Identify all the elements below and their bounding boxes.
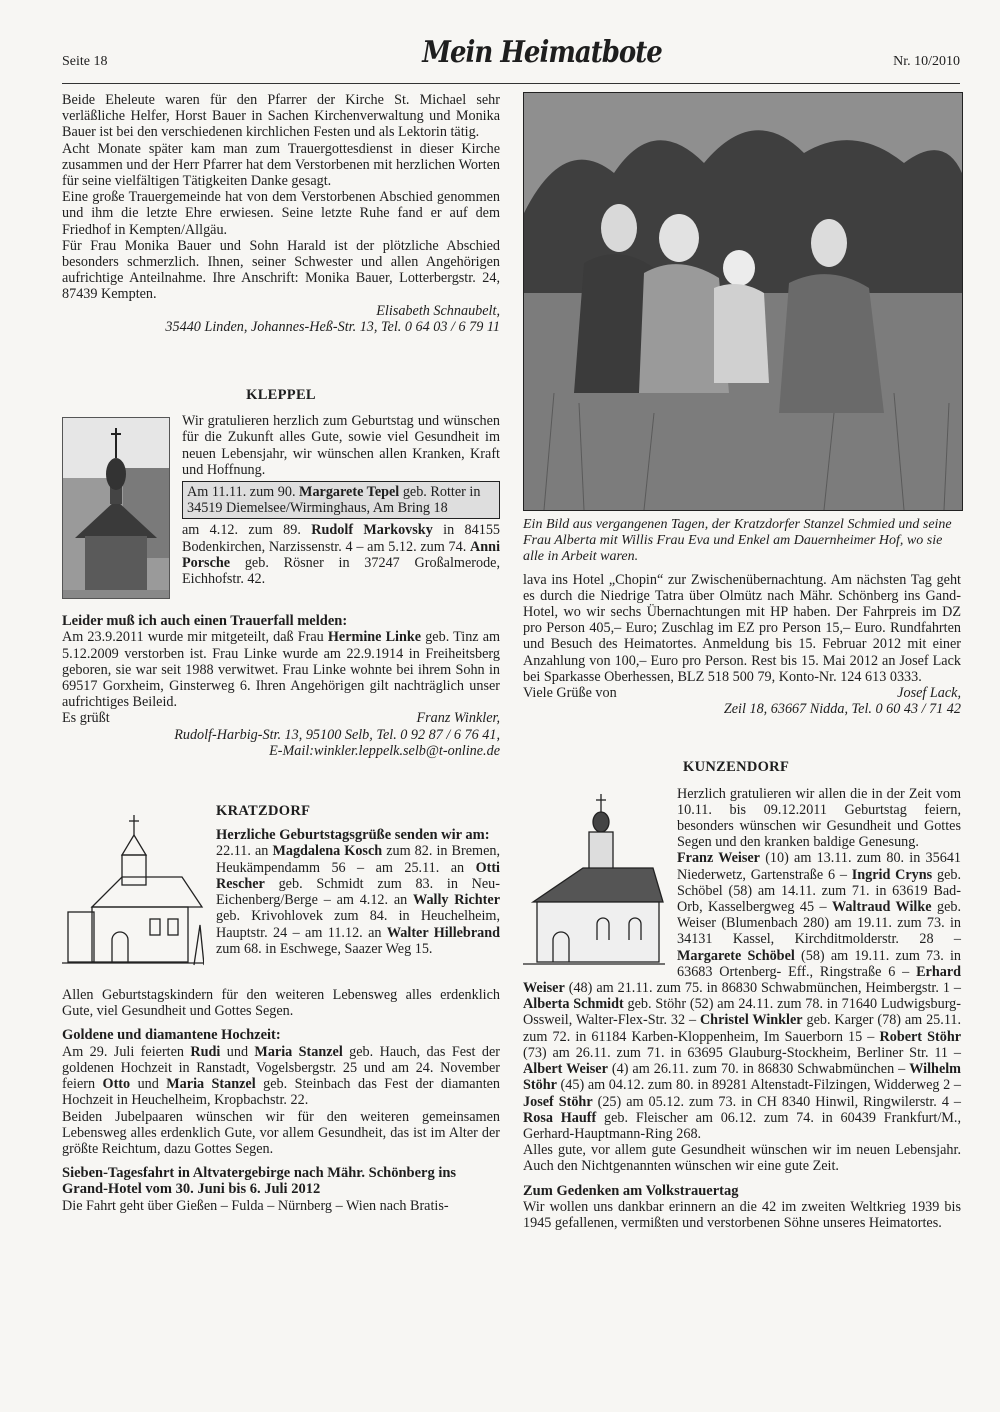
- kleppel-intro: Wir gratulieren herzlich zum Geburtstag und wünschen für die Zukunft alles Gute, sowie viel Gesundheit im neuen Lebensjahr, wir wünschen allen Kranken, Kraft und Hoffnung.: [182, 413, 500, 478]
- person-name: Otti Rescher: [216, 859, 500, 892]
- church-drawing: [62, 807, 204, 977]
- family-photo: [523, 92, 963, 511]
- kratzdorf-greeting: Herzliche Geburtstagsgrüße senden wir am:: [216, 827, 490, 844]
- person-name: Walter Hillebrand: [386, 924, 500, 941]
- person-name: Margarete Schöbel: [677, 947, 795, 964]
- signature-email[interactable]: E-Mail:winkler.leppelk.selb@t-online.de: [269, 742, 500, 759]
- signature-row: Viele Grüße von Josef Lack,: [523, 685, 961, 702]
- left-column: [62, 92, 500, 1214]
- person-name: Franz Weiser: [677, 850, 760, 867]
- wedding-heading: Goldene und diamantene Hochzeit:: [62, 1027, 281, 1044]
- trip-text: Die Fahrt geht über Gießen – Fulda – Nürnberg – Wien nach Bratis-: [62, 1197, 449, 1214]
- person-name: Margarete Tepel: [299, 484, 400, 501]
- wedding-text: Am 29. Juli feierten Rudi und Maria Stanzel geb. Hauch, das Fest der goldenen Hochzeit in Ranstadt, Vogelsbergstr. 25 und am 24. November feiern Otto und Maria Stanzel geb. Steinbach das Fest der diamanten Hochzeit in Heuchelheim, Kropbachstr. 22.: [62, 1043, 501, 1109]
- person-name: Anni Porsche: [182, 538, 501, 571]
- person-name: Robert Stöhr: [879, 1028, 962, 1045]
- memorial-heading: Zum Gedenken am Volkstrauertag: [523, 1182, 739, 1199]
- section-title-kunzendorf: KUNZENDORF: [683, 759, 790, 776]
- person-name: Hermine Linke: [327, 629, 422, 646]
- person-name: Rudolf Markovsky: [311, 522, 433, 539]
- person-name: Waltraud Wilke: [832, 899, 932, 916]
- kunzendorf-closing: Alles gute, vor allem gute Gesundheit wünschen wir im neuen Lebensjahr. Auch den Nichtgenannten wünschen wir eine gute Zeit.: [523, 1142, 961, 1175]
- signature-address: Zeil 18, 63667 Nidda, Tel. 0 60 43 / 71 42: [723, 701, 961, 718]
- person-name: Maria Stanzel: [254, 1043, 343, 1060]
- person-name: Rudi: [190, 1043, 221, 1060]
- mourning-heading: Leider muß ich auch einen Trauerfall melden:: [62, 613, 348, 630]
- header-rule: [62, 83, 960, 84]
- page-header: [62, 35, 960, 78]
- person-name: Otto: [102, 1076, 131, 1093]
- person-name: Rosa Hauff: [523, 1109, 597, 1126]
- issue-number: Nr. 10/2010: [893, 54, 960, 69]
- family-photo-image: [524, 93, 962, 510]
- intro-paragraph: Beide Eheleute waren für den Pfarrer der Kirche St. Michael sehr verläßliche Helfer, Horst Bauer in Sachen Kirchenverwaltung und Monika Bauer ist bei den verschiedenen kirchlichen Festen und als Lektorin tätig.: [62, 92, 500, 141]
- section-title-kleppel: KLEPPEL: [246, 387, 316, 404]
- person-name: Maria Stanzel: [166, 1076, 256, 1093]
- signature-name: Elisabeth Schnaubelt,: [376, 302, 500, 319]
- page-number: Seite 18: [62, 54, 108, 69]
- photo-caption: Ein Bild aus vergangenen Tagen, der Kratzdorfer Stanzel Schmied und seine Frau Alberta mit Willis Frau Eva und Enkel am Dauernheimer Hof, wo sie alle in Arbeit waren.: [523, 517, 952, 565]
- kratzdorf-birthdays: 22.11. an Magdalena Kosch zum 82. in Bremen, Heukämpendamm 56 – am 25.11. an Otti Rescher geb. Schmidt zum 83. in Neu-Eichenberg/Berge – am 4.12. an Wally Richter geb. Krivohlovek zum 84. in Heuchelheim, Hauptstr. 24 – am 11.12. an Walter Hillebrand zum 68. in Eschwege, Saazer Weg 15.: [216, 843, 501, 957]
- person-name: Magdalena Kosch: [272, 843, 383, 860]
- church-drawing: [523, 790, 665, 970]
- highlight-box: Am 11.11. zum 90. Margarete Tepel geb. Rotter in 34519 Diemelsee/Wirminghaus, Am Bring 18: [182, 481, 500, 519]
- person-name: Christel Winkler: [699, 1012, 803, 1029]
- section-title-kratzdorf: KRATZDORF: [216, 803, 311, 820]
- chapel-photo: [62, 417, 170, 599]
- trip-heading: Sieben-Tagesfahrt in Altvatergebirge nach Mähr. Schönberg ins Grand-Hotel vom 30. Juni bis 6. Juli 2012: [62, 1165, 457, 1198]
- jubilee-wish: Beiden Jubelpaaren wünschen wir für den weiteren gemeinsamen Lebensweg alles erdenklich Gute, vor allem Gesundheit, das ist im Alter der größte Reichtum, dazu Gottes Segen.: [62, 1108, 500, 1157]
- person-name: Albert Weiser: [523, 1061, 608, 1078]
- memorial-text: Wir wollen uns dankbar erinnern an die 42 im zweiten Weltkrieg 1939 bis 1945 gefallenen, vermißten und verstorbenen Söhne unseres Heimatortes.: [523, 1198, 961, 1231]
- person-name: Erhard Weiser: [523, 963, 962, 997]
- kunzendorf-intro: Herzlich gratulieren wir allen die in der Zeit vom 10.11. bis 09.12.2011 Geburtstag feiern, besonders wünschen wir Gesundheit und Gottes Segen und den kranken baldige Genesung.: [677, 785, 961, 851]
- birthday-wish: Allen Geburtstagskindern für den weiteren Lebensweg alles erdenklich Gute, viel Gesundheit und Gottes Segen.: [62, 987, 500, 1020]
- signature-address: Rudolf-Harbig-Str. 13, 95100 Selb, Tel. 0 92 87 / 6 76 41,: [174, 726, 500, 743]
- right-column: [523, 92, 961, 1231]
- masthead-logo: Mein Heimatbote: [422, 35, 662, 71]
- mourning-text: Am 23.9.2011 wurde mir mitgeteilt, daß Frau Hermine Linke geb. Tinz am 5.12.2009 verstorben ist. Frau Linke wurde am 22.9.1914 in Freiheitsberg geboren, sie war seit 1988 verwitwet. Frau Linke wohnte bei ihrem Sohn in 69517 Gorxheim, Ginsterweg 6. Ihren Angehörigen gilt nachträglich unser aufrichtiges Beileid.: [62, 629, 501, 711]
- person-name: Alberta Schmidt: [523, 996, 624, 1013]
- person-name: Wilhelm Stöhr: [523, 1061, 961, 1094]
- signature-row: Es grüßt Franz Winkler,: [62, 710, 500, 727]
- person-name: Wally Richter: [413, 892, 501, 909]
- person-name: Josef Stöhr: [523, 1093, 593, 1110]
- signature-address: 35440 Linden, Johannes-Heß-Str. 13, Tel. 0 64 03 / 6 79 11: [165, 318, 500, 335]
- kunzendorf-birthdays: Franz Weiser (10) am 13.11. zum 80. in 35641 Niederwetz, Gartenstraße 6 – Ingrid Cryns geb. Schöbel (58) am 14.11. zum 71. in 63619 Bad- Orb, Kasselbergweg 45 – Waltraud Wilke geb. Weiser (Blumenbach 280) am 19.11. zum 73. in 34131 Kassel, Kirchditmolderstr. 28 – Margarete Schöbel (58) am 19.11. zum 73. in 63683 Ortenberg- Eff., Ringstraße 6 – Erhard Weiser (48) am 21.11. zum 75. in 86830 Schwabmünchen, Heimbergstr. 1 – Alberta Schmidt geb. Stöhr (52) am 24.11. zum 78. in 71640 Ludwigsburg-Ossweil, Walter-Flex-Str. 32 – Christel Winkler geb. Karger (78) am 25.11. zum 72. in 61184 Karben-Kloppenheim, Im Sauerborn 15 – Robert Stöhr (73) am 26.11. zum 71. in 63695 Glauburg-Stockheim, Berliner Str. 11 – Albert Weiser (4) am 26.11. zum 70. in 86830 Schwabmünchen – Wilhelm Stöhr (45) am 04.12. zum 80. in 89281 Altenstadt-Filzingen, Widderweg 2 – Josef Stöhr (25) am 05.12. zum 73. in CH 8340 Hinwil, Ringwilerstr. 4 – Rosa Hauff geb. Fleischer am 06.12. zum 74. in 60439 Frankfurt/M., Gerhard-Hauptmann-Ring 268.: [523, 850, 962, 1142]
- intro-paragraph: Acht Monate später kam man zum Trauergottesdienst in dieser Kirche zusammen und der Herr Pfarrer hat dem Verstorbenen mit herzlichen Worten für seine vielfältigen Tätigkeiten Danke gesagt.: [62, 140, 500, 190]
- intro-paragraph: Für Frau Monika Bauer und Sohn Harald ist der plötzliche Abschied besonders schmerzlich. Ihnen, seiner Schwester und allen Angehörigen aufrichtige Anteilnahme. Ihre Anschrift: Monika Bauer, Lotterbergstr. 24, 87439 Kempten.: [62, 237, 500, 303]
- person-name: Ingrid Cryns: [851, 866, 933, 883]
- kleppel-birthdays: am 4.12. zum 89. Rudolf Markovsky in 84155 Bodenkirchen, Narzissenstr. 4 – am 5.12. zum 74. Anni Porsche geb. Rösner in 37247 Großalmerode, Eichhofstr. 42.: [182, 522, 501, 588]
- intro-paragraph: Eine große Trauergemeinde hat von dem Verstorbenen Abschied genommen und ihm die letzte Ehre erwiesen. Seine letzte Ruhe fand er auf dem Friedhof in Kempten/Allgäu.: [62, 189, 500, 238]
- trip-continuation: lava ins Hotel „Chopin“ zur Zwischenübernachtung. Am nächsten Tag geht es durch die Niedrige Tatra über Olmütz nach Mähr. Schönberg ins Gand-Hotel, wo wir sechs Übernachtungen mit HP haben. Der Fahrpreis im DZ pro Person 405,– Euro; Zuschlag im EZ pro Person 15,– Euro. Rundfahrten und Besuch des Heimatortes. Anmeldung bis 15. Februar 2012 mit einer Anzahlung von 100,– Euro pro Person. Rest bis 15. Mai 2012 an Josef Lack bei Sparkasse Oberhessen, BLZ 518 500 79, Konto-Nr. 124 613 0333.: [523, 571, 961, 685]
